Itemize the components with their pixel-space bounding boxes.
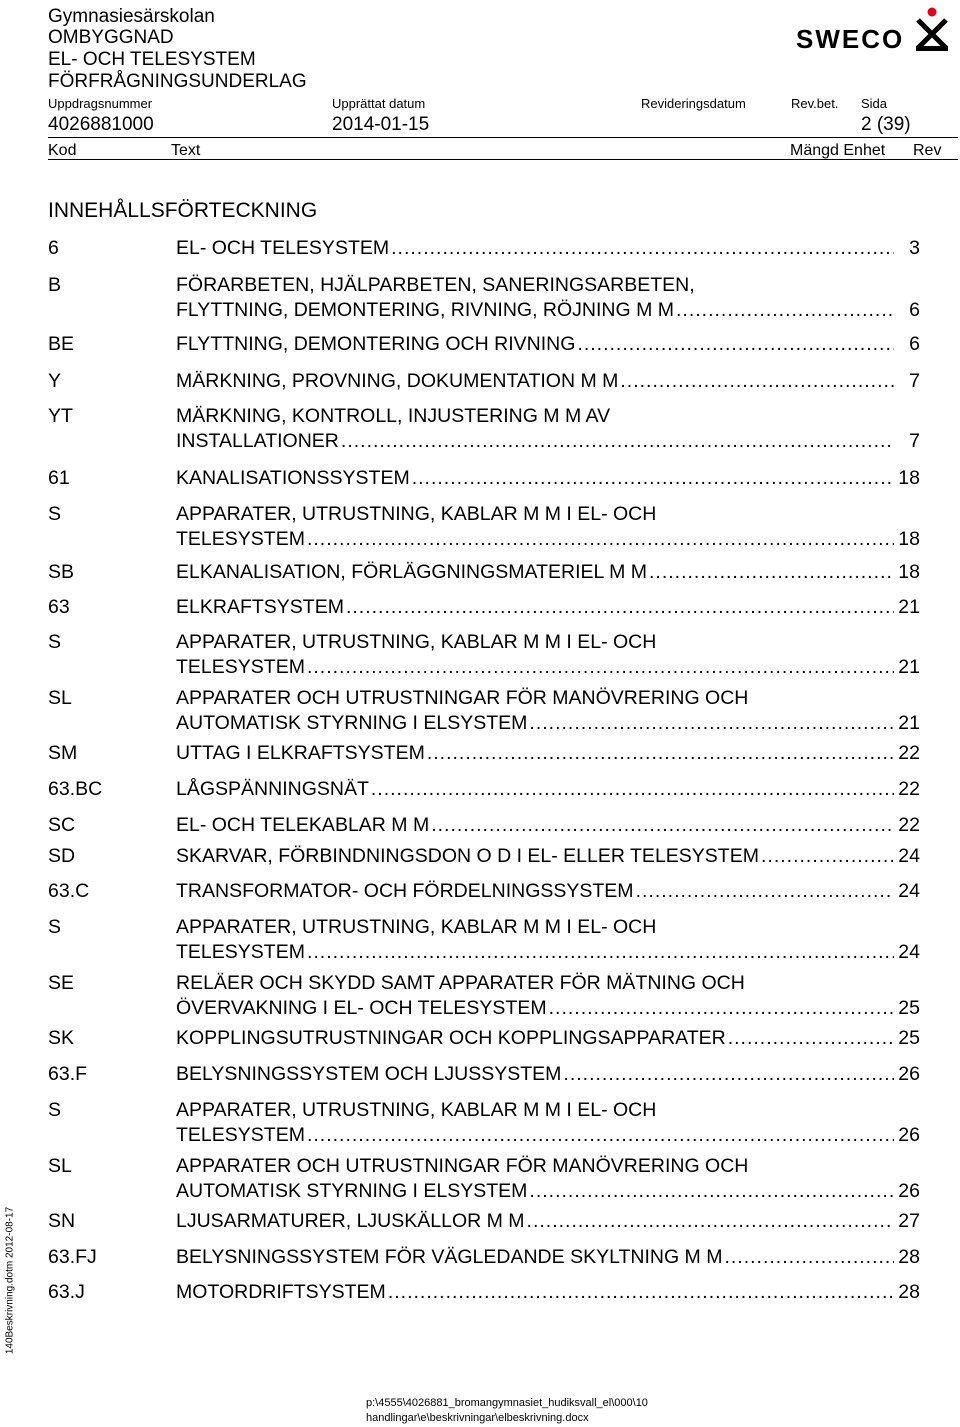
toc-entry-title-line: TELESYSTEM: [176, 528, 305, 550]
project-discipline: EL- OCH TELESYSTEM: [48, 49, 256, 70]
toc-entry-leader-row: [176, 1026, 920, 1051]
project-name: Gymnasiesärskolan: [48, 6, 215, 27]
label-sida: Sida: [861, 96, 888, 111]
header-rule-top: [48, 137, 958, 138]
project-type: OMBYGGNAD: [48, 27, 174, 48]
toc-entry-title-line: LJUSARMATURER, LJUSKÄLLOR M M: [176, 1210, 525, 1232]
toc-entry-title-line: MÄRKNING, PROVNING, DOKUMENTATION M M: [176, 370, 619, 392]
toc-entry-code: 63.FJ: [48, 1246, 97, 1268]
toc-entry-title-line: ELKANALISATION, FÖRLÄGGNINGSMATERIEL M M: [176, 561, 647, 583]
dot-leader: [761, 844, 894, 869]
header-rule-bottom: [48, 159, 958, 160]
dot-leader: [529, 711, 894, 736]
toc-entry-code: 61: [48, 467, 70, 489]
toc-entry-page: 3: [909, 237, 920, 259]
dot-leader: [549, 996, 894, 1021]
toc-entry-leader-row: [176, 369, 920, 394]
file-path-line-1: p:\4555\4026881_bromangymnasiet_hudiksvall_el\000\10: [366, 1397, 648, 1409]
toc-entry-page: 28: [898, 1281, 920, 1303]
toc-entry-code: Y: [48, 370, 62, 392]
toc-entry-title-line: APPARATER, UTRUSTNING, KABLAR M M I EL- OCH: [176, 1099, 657, 1121]
toc-entry-title: [176, 273, 920, 323]
sweco-mark-icon: [914, 6, 950, 52]
toc-entry-title-line: APPARATER, UTRUSTNING, KABLAR M M I EL- OCH: [176, 631, 657, 653]
toc-entry-leader-row: [176, 1280, 920, 1305]
toc-title: INNEHÅLLSFÖRTECKNING: [48, 199, 318, 222]
toc-entry-title: [176, 630, 920, 680]
toc-entry-code: BE: [48, 333, 75, 355]
dot-leader: [307, 940, 894, 965]
label-rev-bet: Rev.bet.: [791, 96, 839, 111]
toc-entry-code: YT: [48, 405, 73, 427]
toc-entry-title-line: ÖVERVAKNING I EL- OCH TELESYSTEM: [176, 997, 547, 1019]
toc-entry-title: [176, 915, 920, 965]
toc-entry-title-line: RELÄER OCH SKYDD SAMT APPARATER FÖR MÄTNING OCH: [176, 972, 745, 994]
toc-entry-title: [176, 686, 920, 736]
dot-leader: [431, 813, 894, 838]
toc-entry-leader-row: [176, 1209, 920, 1234]
toc-entry-page: 6: [909, 299, 920, 321]
toc-entry-title-line: SKARVAR, FÖRBINDNINGSDON O D I EL- ELLER TELESYSTEM: [176, 845, 759, 867]
value-upprattat-datum: 2014-01-15: [332, 114, 430, 135]
toc-entry-title: [176, 1209, 920, 1234]
toc-entry-leader-row: [176, 466, 920, 491]
toc-entry-leader-row: [176, 236, 920, 261]
toc-entry-page: 26: [898, 1124, 920, 1146]
toc-entry-page: 21: [898, 656, 920, 678]
dot-leader: [649, 560, 894, 585]
toc-entry-title: [176, 466, 920, 491]
dot-leader: [620, 369, 894, 394]
toc-entry-page: 26: [898, 1063, 920, 1085]
toc-entry-title: [176, 1245, 920, 1270]
toc-entry-title-line: TELESYSTEM: [176, 1124, 305, 1146]
toc-entry-page: 24: [898, 845, 920, 867]
sweco-logo: [796, 6, 952, 54]
value-sida: 2 (39): [861, 114, 911, 135]
toc-entry-leader-row: [176, 741, 920, 766]
toc-entry-code: S: [48, 1099, 62, 1121]
toc-entry-title-line: LÅGSPÄNNINGSNÄT: [176, 778, 369, 800]
toc-entry-code: B: [48, 274, 62, 296]
toc-entry-code: SL: [48, 687, 72, 709]
toc-entry-code: 6: [48, 237, 59, 259]
toc-entry-leader-row: [176, 332, 920, 357]
column-rev: Rev: [913, 142, 942, 159]
toc-entry-code: S: [48, 916, 62, 938]
toc-entry-page: 24: [898, 941, 920, 963]
toc-entry-leader-row: [176, 655, 920, 680]
toc-entry-leader-row: [176, 429, 920, 454]
dot-leader: [728, 1026, 894, 1051]
toc-entry-title: [176, 777, 920, 802]
toc-entry-code: SE: [48, 972, 75, 994]
toc-entry-page: 7: [909, 370, 920, 392]
toc-entry-page: 24: [898, 880, 920, 902]
dot-leader: [676, 298, 894, 323]
toc-entry-title-line: KANALISATIONSSYSTEM: [176, 467, 410, 489]
toc-entry-leader-row: [176, 527, 920, 552]
dot-leader: [724, 1245, 894, 1270]
dot-leader: [388, 1280, 894, 1305]
toc-entry-code: SD: [48, 845, 76, 867]
toc-entry-title: [176, 560, 920, 585]
toc-entry-title-line: TELESYSTEM: [176, 656, 305, 678]
toc-entry-leader-row: [176, 1179, 920, 1204]
toc-entry-title-line: KOPPLINGSUTRUSTNINGAR OCH KOPPLINGSAPPARATER: [176, 1027, 726, 1049]
toc-entry-code: 63.J: [48, 1281, 85, 1303]
toc-entry-page: 6: [909, 333, 920, 355]
toc-entry-page: 18: [898, 467, 920, 489]
toc-entry-page: 21: [898, 712, 920, 734]
toc-entry-title-line: FLYTTNING, DEMONTERING, RIVNING, RÖJNING M M: [176, 299, 674, 321]
dot-leader: [527, 1209, 894, 1234]
dot-leader: [391, 236, 894, 261]
toc-entry-title: [176, 332, 920, 357]
toc-entry-code: 63.BC: [48, 778, 103, 800]
toc-entry-leader-row: [176, 1062, 920, 1087]
toc-entry-title-line: MÄRKNING, KONTROLL, INJUSTERING M M AV: [176, 405, 611, 427]
toc-entry-page: 22: [898, 778, 920, 800]
toc-entry-title-line: UTTAG I ELKRAFTSYSTEM: [176, 742, 425, 764]
toc-entry-title: [176, 879, 920, 904]
toc-entry-leader-row: [176, 1245, 920, 1270]
toc-entry-leader-row: [176, 1123, 920, 1148]
template-stamp: 140Beskrivning.dotm 2012-08-17: [4, 1206, 16, 1355]
toc-entry-title-line: APPARATER, UTRUSTNING, KABLAR M M I EL- OCH: [176, 916, 657, 938]
toc-entry-leader-row: [176, 711, 920, 736]
dot-leader: [346, 595, 894, 620]
toc-entry-title-line: TRANSFORMATOR- OCH FÖRDELNINGSSYSTEM: [176, 880, 634, 902]
toc-entry-title-line: EL- OCH TELEKABLAR M M: [176, 814, 430, 836]
toc-entry-title: [176, 404, 920, 454]
toc-entry-title-line: APPARATER OCH UTRUSTNINGAR FÖR MANÖVRERING OCH: [176, 687, 749, 709]
toc-entry-page: 27: [898, 1210, 920, 1232]
toc-entry-title-line: BELYSNINGSSYSTEM OCH LJUSSYSTEM: [176, 1063, 562, 1085]
toc-entry-title-line: FLYTTNING, DEMONTERING OCH RIVNING: [176, 333, 576, 355]
toc-entry-leader-row: [176, 595, 920, 620]
toc-entry-page: 25: [898, 1027, 920, 1049]
column-text: Text: [171, 142, 201, 159]
dot-leader: [307, 527, 894, 552]
toc-entry-leader-row: [176, 940, 920, 965]
value-uppdragsnummer: 4026881000: [48, 114, 154, 135]
dot-leader: [341, 429, 894, 454]
toc-entry-code: SK: [48, 1027, 75, 1049]
dot-leader: [307, 655, 894, 680]
toc-entry-title: [176, 369, 920, 394]
toc-entry-leader-row: [176, 844, 920, 869]
toc-entry-page: 22: [898, 742, 920, 764]
toc-entry-title-line: INSTALLATIONER: [176, 430, 339, 452]
toc-entry-title-line: BELYSNINGSSYSTEM FÖR VÄGLEDANDE SKYLTNING M M: [176, 1246, 723, 1268]
toc-entry-title-line: AUTOMATISK STYRNING I ELSYSTEM: [176, 712, 528, 734]
dot-leader: [427, 741, 894, 766]
toc-entry-title-line: APPARATER, UTRUSTNING, KABLAR M M I EL- OCH: [176, 503, 657, 525]
toc-entry-code: SN: [48, 1210, 76, 1232]
toc-entry-page: 18: [898, 528, 920, 550]
toc-entry-code: S: [48, 503, 62, 525]
toc-entry-title: [176, 1026, 920, 1051]
toc-entry-page: 22: [898, 814, 920, 836]
column-mangd-enhet: Mängd Enhet: [790, 142, 886, 159]
dot-leader: [307, 1123, 894, 1148]
dot-leader: [371, 777, 894, 802]
toc-entry-title: [176, 813, 920, 838]
toc-entry-title: [176, 595, 920, 620]
toc-entry-title: [176, 971, 920, 1021]
dot-leader: [577, 332, 894, 357]
toc-entry-page: 25: [898, 997, 920, 1019]
toc-entry-code: SB: [48, 561, 75, 583]
toc-entry-page: 21: [898, 596, 920, 618]
toc-entry-leader-row: [176, 298, 920, 323]
toc-entry-title: [176, 1280, 920, 1305]
toc-entry-leader-row: [176, 996, 920, 1021]
toc-entry-title-line: EL- OCH TELESYSTEM: [176, 237, 390, 259]
label-upprattat-datum: Upprättat datum: [332, 96, 426, 111]
toc-entry-title-line: AUTOMATISK STYRNING I ELSYSTEM: [176, 1180, 528, 1202]
toc-entry-leader-row: [176, 560, 920, 585]
toc-entry-code: SC: [48, 814, 76, 836]
toc-entry-title-line: APPARATER OCH UTRUSTNINGAR FÖR MANÖVRERING OCH: [176, 1155, 749, 1177]
toc-entry-leader-row: [176, 813, 920, 838]
toc-entry-title: [176, 741, 920, 766]
toc-entry-leader-row: [176, 879, 920, 904]
toc-entry-code: SL: [48, 1155, 72, 1177]
logo-text: SWECO: [796, 24, 905, 54]
toc-entry-title: [176, 1154, 920, 1204]
toc-entry-page: 28: [898, 1246, 920, 1268]
toc-entry-page: 18: [898, 561, 920, 583]
toc-entry-title: [176, 1062, 920, 1087]
dot-leader: [529, 1179, 894, 1204]
toc-entry-title: [176, 1098, 920, 1148]
toc-entry-title-line: TELESYSTEM: [176, 941, 305, 963]
toc-entry-title-line: MOTORDRIFTSYSTEM: [176, 1281, 386, 1303]
toc-entry-leader-row: [176, 777, 920, 802]
label-revideringsdatum: Revideringsdatum: [641, 96, 746, 111]
dot-leader: [412, 466, 894, 491]
toc-entry-code: SM: [48, 742, 78, 764]
toc-entry-code: 63: [48, 596, 70, 618]
toc-entry-title-line: FÖRARBETEN, HJÄLPARBETEN, SANERINGSARBETEN,: [176, 274, 695, 296]
toc-entry-page: 26: [898, 1180, 920, 1202]
toc-entry-title-line: ELKRAFTSYSTEM: [176, 596, 344, 618]
column-kod: Kod: [48, 142, 77, 159]
toc-entry-code: S: [48, 631, 62, 653]
toc-entry-title: [176, 844, 920, 869]
toc-entry-page: 7: [909, 430, 920, 452]
file-path-line-2: handlingar\e\beskrivningar\elbeskrivning.docx: [366, 1412, 589, 1424]
toc-entry-code: 63.F: [48, 1063, 88, 1085]
document-type: FÖRFRÅGNINGSUNDERLAG: [48, 71, 307, 92]
dot-leader: [636, 879, 894, 904]
toc-entry-code: 63.C: [48, 880, 90, 902]
toc-entry-title: [176, 502, 920, 552]
dot-leader: [563, 1062, 894, 1087]
label-uppdragsnummer: Uppdragsnummer: [48, 96, 153, 111]
toc-entry-title: [176, 236, 920, 261]
